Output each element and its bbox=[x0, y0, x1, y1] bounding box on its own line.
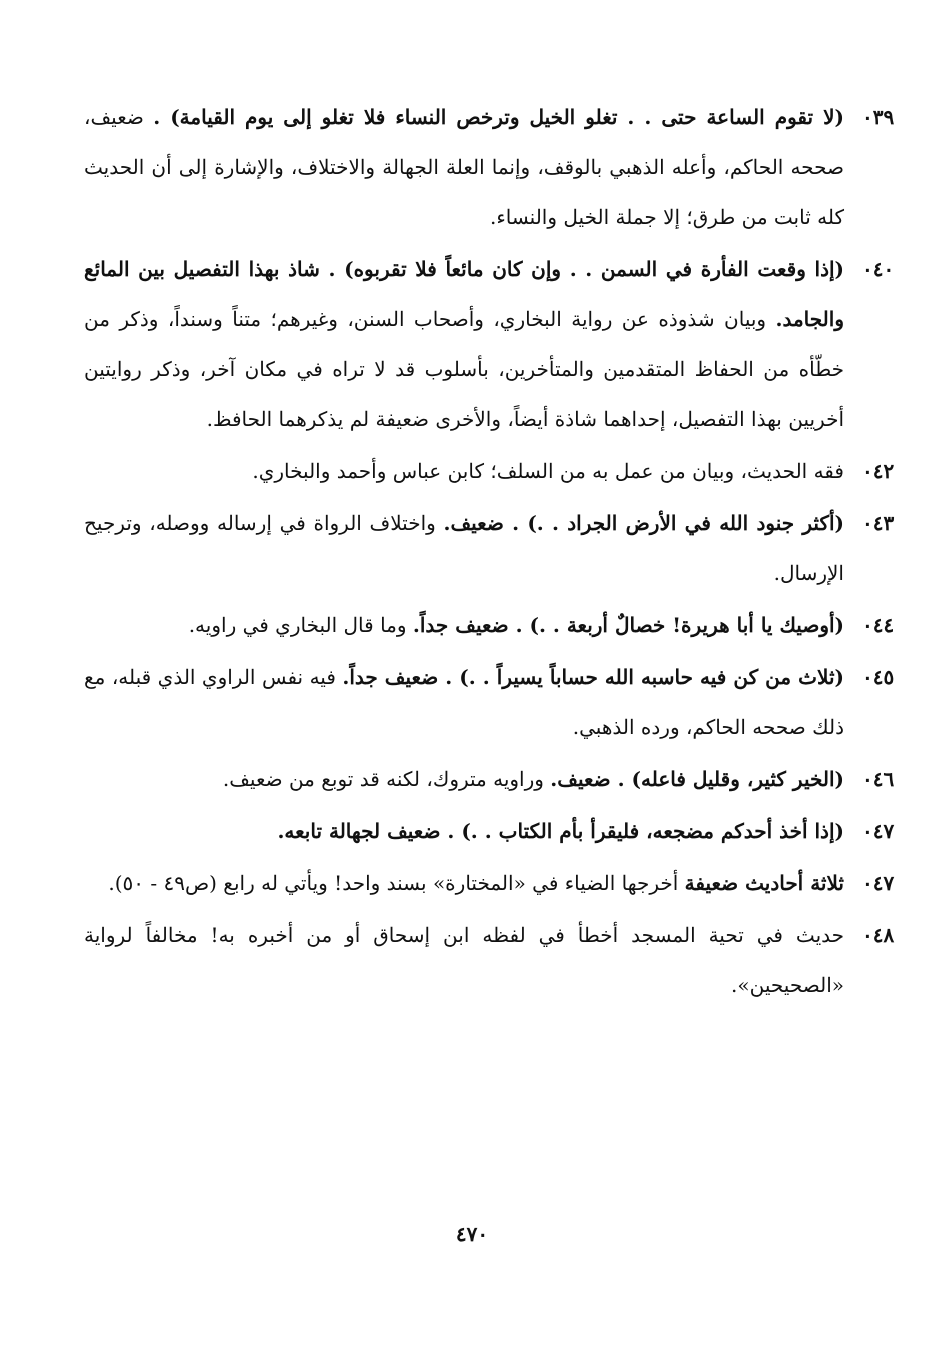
entry-number: ٠٤٦ bbox=[862, 767, 895, 791]
entry-number: ٠٤٥ bbox=[862, 665, 895, 689]
entry-number: ٠٤٨ bbox=[862, 923, 895, 947]
entry-text: فيه نفس الراوي الذي قبله، مع ذلك صححه الحاكم، ورده الذهبي. bbox=[84, 665, 844, 739]
entry-number: ٠٤٢ bbox=[862, 459, 895, 483]
entry-text: فقه الحديث، وبيان من عمل به من السلف؛ كابن عباس وأحمد والبخاري. bbox=[252, 459, 844, 483]
entry-043 bbox=[84, 498, 895, 598]
entry-number: ٠٤٣ bbox=[862, 511, 895, 535]
entry-text: واختلاف الرواة في إرساله ووصله، وترجيح الإرسال. bbox=[84, 511, 844, 585]
entry-044 bbox=[84, 600, 895, 650]
entry-heading: ثلاثة أحاديث ضعيفة bbox=[684, 871, 844, 895]
entry-heading: (أكثر جنود الله في الأرض الجراد . .) . ضعيف. bbox=[443, 511, 844, 535]
entry-text: وما قال البخاري في راويه. bbox=[188, 613, 413, 637]
entry-number: ٠٤٤ bbox=[862, 613, 895, 637]
page-number: ٤٧٠ bbox=[455, 1222, 489, 1246]
entry-042 bbox=[84, 446, 895, 496]
entry-heading: (لا تقوم الساعة حتى . . تغلو الخيل وترخص النساء فلا تغلو إلى يوم القيامة) . bbox=[153, 105, 844, 129]
entry-text: وراويه متروك، لكنه قد توبع من ضعيف. bbox=[222, 767, 551, 791]
entry-number: ٠٤٧ bbox=[862, 871, 895, 895]
entry-045 bbox=[84, 652, 895, 752]
entry-heading: (إذا وقعت الفأرة في السمن . . وإن كان مائعاً فلا تقربوه) . شاذ بهذا التفصيل بين المائع والجامد. bbox=[84, 257, 844, 331]
entry-text: وبيان شذوذه عن رواية البخاري، وأصحاب السنن، وغيرهم؛ متناً وسنداً، وذكر من خطّأه من الحفاظ المتقدمين والمتأخرين، بأسلوب قد لا تراه في مكان آخر، وذكر روايتين أخريين بهذا التفصيل، إحداهما شاذة أيضاً، والأخرى ضعيفة لم يذكرهما الحافظ. bbox=[84, 307, 844, 431]
entry-039 bbox=[84, 92, 895, 242]
entry-heading: (ثلاث من كن فيه حاسبه الله حساباً يسيراً . .) . ضعيف جداً. bbox=[342, 665, 844, 689]
entry-text: أخرجها الضياء في «المختارة» بسند واحد! ويأتي له رابع (ص٤٩ - ٥٠). bbox=[108, 871, 685, 895]
entry-text: ضعيف، صححه الحاكم، وأعله الذهبي بالوقف، وإنما العلة الجهالة والاختلاف، والإشارة إلى أن الحديث كله ثابت من طرق؛ إلا جملة الخيل والنساء. bbox=[84, 105, 844, 229]
entry-heading: (أوصيك يا أبا هريرة! خصالٌ أربعة . .) . ضعيف جداً. bbox=[412, 613, 844, 637]
entry-heading: (الخير كثير، وقليل فاعله) . ضعيف. bbox=[550, 767, 844, 791]
entry-048 bbox=[84, 910, 895, 1010]
entries-list bbox=[84, 92, 895, 1012]
entry-text: حديث في تحية المسجد أخطأ في لفظه ابن إسحاق أو من أخبره به! مخالفاً لرواية «الصحيحين». bbox=[84, 923, 844, 997]
entry-heading: (إذا أخذ أحدكم مضجعه، فليقرأ بأم الكتاب . .) . ضعيف لجهالة تابعه. bbox=[277, 819, 844, 843]
entry-number: ٠٣٩ bbox=[862, 105, 895, 129]
entry-047a bbox=[84, 806, 895, 856]
entry-040 bbox=[84, 244, 895, 444]
entry-047b bbox=[84, 858, 895, 908]
entry-number: ٠٤٧ bbox=[862, 819, 895, 843]
entry-046 bbox=[84, 754, 895, 804]
entry-number: ٠٤٠ bbox=[862, 257, 895, 281]
